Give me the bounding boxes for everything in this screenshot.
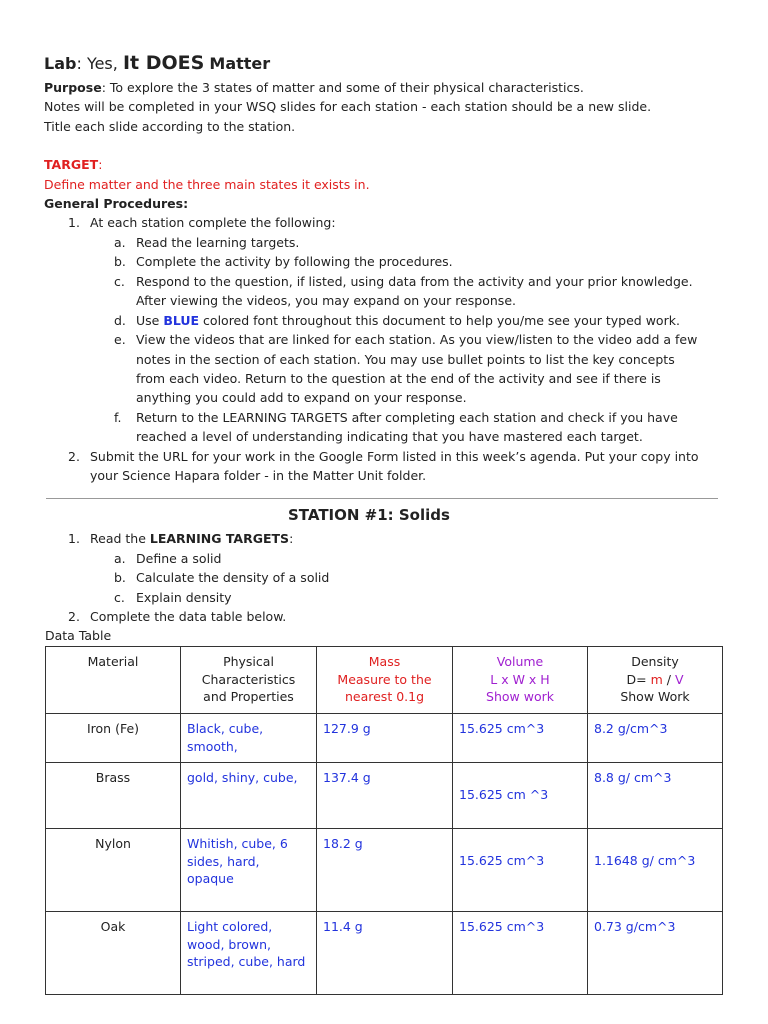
substep-text: Use BLUE colored font throughout this document to help you/me see your typed work.	[136, 313, 680, 328]
substep-letter: c.	[114, 274, 125, 289]
cell-physical[interactable]: Light colored, wood, brown, striped, cube, hard	[181, 912, 317, 995]
station-heading: STATION #1: Solids	[288, 506, 450, 524]
header-material: Material	[46, 647, 181, 714]
cell-volume[interactable]: 15.625 cm^3	[453, 912, 588, 995]
cell-material: Iron (Fe)	[46, 714, 181, 763]
substep-letter: b.	[114, 254, 126, 269]
purpose-line	[44, 78, 584, 97]
title-colon: :	[76, 54, 87, 73]
target-text: Define matter and the three main states it exists in.	[44, 177, 370, 192]
cell-volume[interactable]: 15.625 cm^3	[453, 829, 588, 912]
cell-physical[interactable]: Whitish, cube, 6 sides, hard, opaque	[181, 829, 317, 912]
blue-word: BLUE	[163, 313, 200, 328]
cell-material: Oak	[46, 912, 181, 995]
section-divider	[46, 498, 718, 499]
cell-physical[interactable]: gold, shiny, cube,	[181, 763, 317, 829]
header-density: Density D= m / V Show Work	[588, 647, 723, 714]
step-number: 2.	[68, 609, 80, 624]
substep-letter: a.	[114, 235, 126, 250]
cell-volume[interactable]: 15.625 cm^3	[453, 714, 588, 763]
cell-density[interactable]: 8.8 g/ cm^3	[588, 763, 723, 829]
title-yes: Yes,	[86, 54, 118, 73]
cell-mass[interactable]: 137.4 g	[317, 763, 453, 829]
notes-line: Notes will be completed in your WSQ slides for each station - each station should be a new slide.	[44, 99, 652, 114]
target-item: Explain density	[136, 590, 232, 605]
title-slide-line: Title each slide according to the station.	[44, 119, 296, 134]
cell-mass[interactable]: 18.2 g	[317, 829, 453, 912]
substep-text: After viewing the videos, you may expand on your response.	[136, 293, 516, 308]
table-row	[46, 763, 723, 829]
target-letter: b.	[114, 570, 126, 585]
data-table-label: Data Table	[45, 628, 112, 643]
cell-material: Brass	[46, 763, 181, 829]
header-mass: Mass Measure to the nearest 0.1g	[317, 647, 453, 714]
title-matter: Matter	[209, 54, 271, 73]
target-item: Define a solid	[136, 551, 222, 566]
cell-mass[interactable]: 127.9 g	[317, 714, 453, 763]
purpose-label: Purpose	[44, 80, 102, 95]
target-label: TARGET:	[44, 157, 103, 172]
cell-density[interactable]: 1.1648 g/ cm^3	[588, 829, 723, 912]
general-procedures-label: General Procedures:	[44, 196, 189, 211]
data-table	[45, 646, 723, 995]
substep-letter: f.	[114, 410, 122, 425]
table-row	[46, 829, 723, 912]
substep-letter: d.	[114, 313, 126, 328]
substep-text: Return to the LEARNING TARGETS after completing each station and check if you have	[136, 410, 678, 425]
substep-letter: e.	[114, 332, 126, 347]
step-text: Submit the URL for your work in the Google Form listed in this week’s agenda. Put your copy into	[90, 449, 699, 464]
target-letter: c.	[114, 590, 125, 605]
header-physical: Physical Characteristics and Properties	[181, 647, 317, 714]
learning-targets-label: LEARNING TARGETS	[149, 531, 290, 546]
cell-mass[interactable]: 11.4 g	[317, 912, 453, 995]
table-row	[46, 714, 723, 763]
cell-physical[interactable]: Black, cube, smooth,	[181, 714, 317, 763]
step-text: At each station complete the following:	[90, 215, 336, 230]
target-letter: a.	[114, 551, 126, 566]
step-number: 1.	[68, 531, 80, 546]
lab-label: Lab	[44, 54, 77, 73]
header-volume: Volume L x W x H Show work	[453, 647, 588, 714]
step-text: Read the LEARNING TARGETS:	[90, 531, 294, 546]
cell-volume[interactable]: 15.625 cm ^3	[453, 763, 588, 829]
cell-density[interactable]: 8.2 g/cm^3	[588, 714, 723, 763]
substep-text: Read the learning targets.	[136, 235, 300, 250]
substep-text: anything you could add to expand on your response.	[136, 390, 467, 405]
table-header-row	[46, 647, 723, 714]
substep-text: Complete the activity by following the procedures.	[136, 254, 453, 269]
title-it-does: It DOES	[122, 52, 205, 74]
lab-title	[44, 52, 270, 74]
substep-text: View the videos that are linked for each station. As you view/listen to the video add a few	[136, 332, 698, 347]
step-number: 1.	[68, 215, 80, 230]
cell-material: Nylon	[46, 829, 181, 912]
target-item: Calculate the density of a solid	[136, 570, 330, 585]
step-text: your Science Hapara folder - in the Matter Unit folder.	[90, 468, 427, 483]
substep-text: from each video. Return to the question at the end of the activity and see if there is	[136, 371, 661, 386]
cell-density[interactable]: 0.73 g/cm^3	[588, 912, 723, 995]
substep-text: Respond to the question, if listed, using data from the activity and your prior knowledge.	[136, 274, 693, 289]
substep-text: notes in the section of each station. You may use bullet points to list the key concepts	[136, 352, 675, 367]
table-row	[46, 912, 723, 995]
substep-text: reached a level of understanding indicating that you have mastered each target.	[136, 429, 643, 444]
step-text: Complete the data table below.	[90, 609, 287, 624]
purpose-text: : To explore the 3 states of matter and some of their physical characteristics.	[101, 80, 584, 95]
step-number: 2.	[68, 449, 80, 464]
